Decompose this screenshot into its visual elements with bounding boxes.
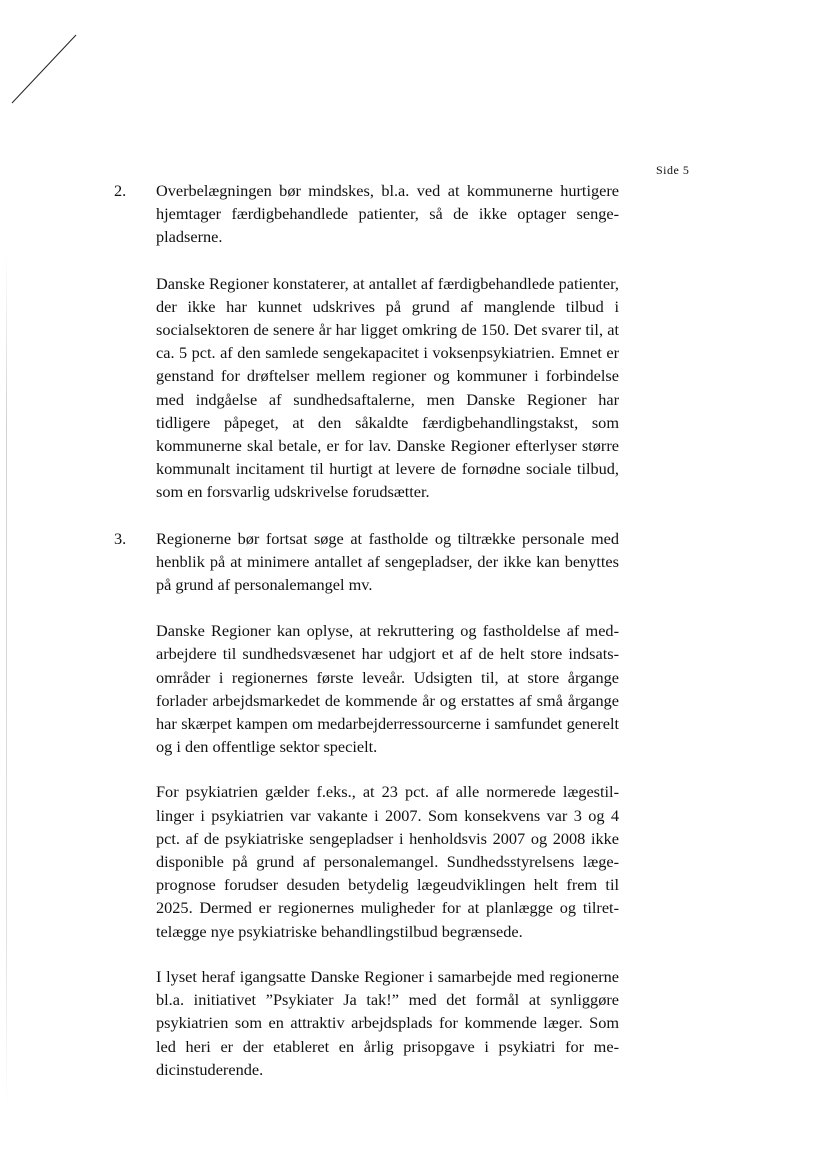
list-item-2 xyxy=(114,179,619,249)
list-item-3 xyxy=(114,527,619,597)
document-body xyxy=(114,179,619,1081)
list-item-text: Overbelægningen bør mindskes, bl.a. ved at kommunerne hurtigere hjemtager færdigbehandlede patienter, så de ikke optager sengepladserne. xyxy=(156,181,619,247)
paragraph: Danske Regioner kan oplyse, at rekruttering og fastholdelse af medarbejdere til sundhedsvæsenet har udgjort et af de helt store indsatsområder i regionernes første leveår. Udsigten til, at store årgange forlader arbejdsmarkedet de kommende år og erstattes af små årgange har skærpet kampen om medarbejderressourcerne i samfundet generelt og i den offentlige sektor specielt. xyxy=(156,621,619,757)
paragraph: For psykiatrien gælder f.eks., at 23 pct. af alle normerede lægestillinger i psykiatrien var vakante i 2007. Som konsekvens var 3 og 4 pct. af de psykiatriske sengepladser i henholdsvis 2007 og 2008 ikke disponible på grund af personalemangel. Sundhedsstyrelsens lægeprognose forudser desuden betydelig lægeudviklingen helt frem til 2025. Dermed er regionernes muligheder for at planlægge og tilrettelægge nye psykiatriske behandlingstilbud begrænsede. xyxy=(156,782,619,941)
paragraph: I lyset heraf igangsatte Danske Regioner i samarbejde med regionerne bl.a. initiativet ”Psykiater Ja tak!” med det formål at synliggøre psykiatrien som en attraktiv arbejdsplads for kommende læger. Som led heri er der etableret en årlig prisopgave i psykiatri for medicinstuderende. xyxy=(156,966,619,1079)
page-number: Side 5 xyxy=(656,163,690,177)
paragraph: Danske Regioner konstaterer, at antallet af færdigbehandlede patienter, der ikke har kunnet udskrives på grund af manglende tilbud i socialsektoren de senere år har ligget omkring de 150. Det svarer til, at ca. 5 pct. af den samlede sengekapacitet i voksenpsykiatrien. Emnet er genstand for drøftelser mellem regioner og kommuner i forbindelse med indgåelse af sundhedsaftalerne, men Danske Regioner har tidligere påpeget, at den såkaldte færdigbehandlingstakst, som kommunerne skal betale, er for lav. Danske Regioner efterlyser større kommunalt incitament til hurtigt at levere de fornødne sociale tilbud, som en forsvarlig udskrivelse forudsætter. xyxy=(156,273,619,502)
list-item-text: Regionerne bør fortsat søge at fastholde og tiltrække personale med henblik på at minimere antallet af sengepladser, der ikke kan benyttes på grund af personalemangel mv. xyxy=(156,528,619,595)
list-item-number: 2. xyxy=(114,181,127,200)
scan-margin-line xyxy=(6,250,7,1110)
list-item-number: 3. xyxy=(114,528,127,548)
pen-stroke-mark xyxy=(0,0,120,130)
